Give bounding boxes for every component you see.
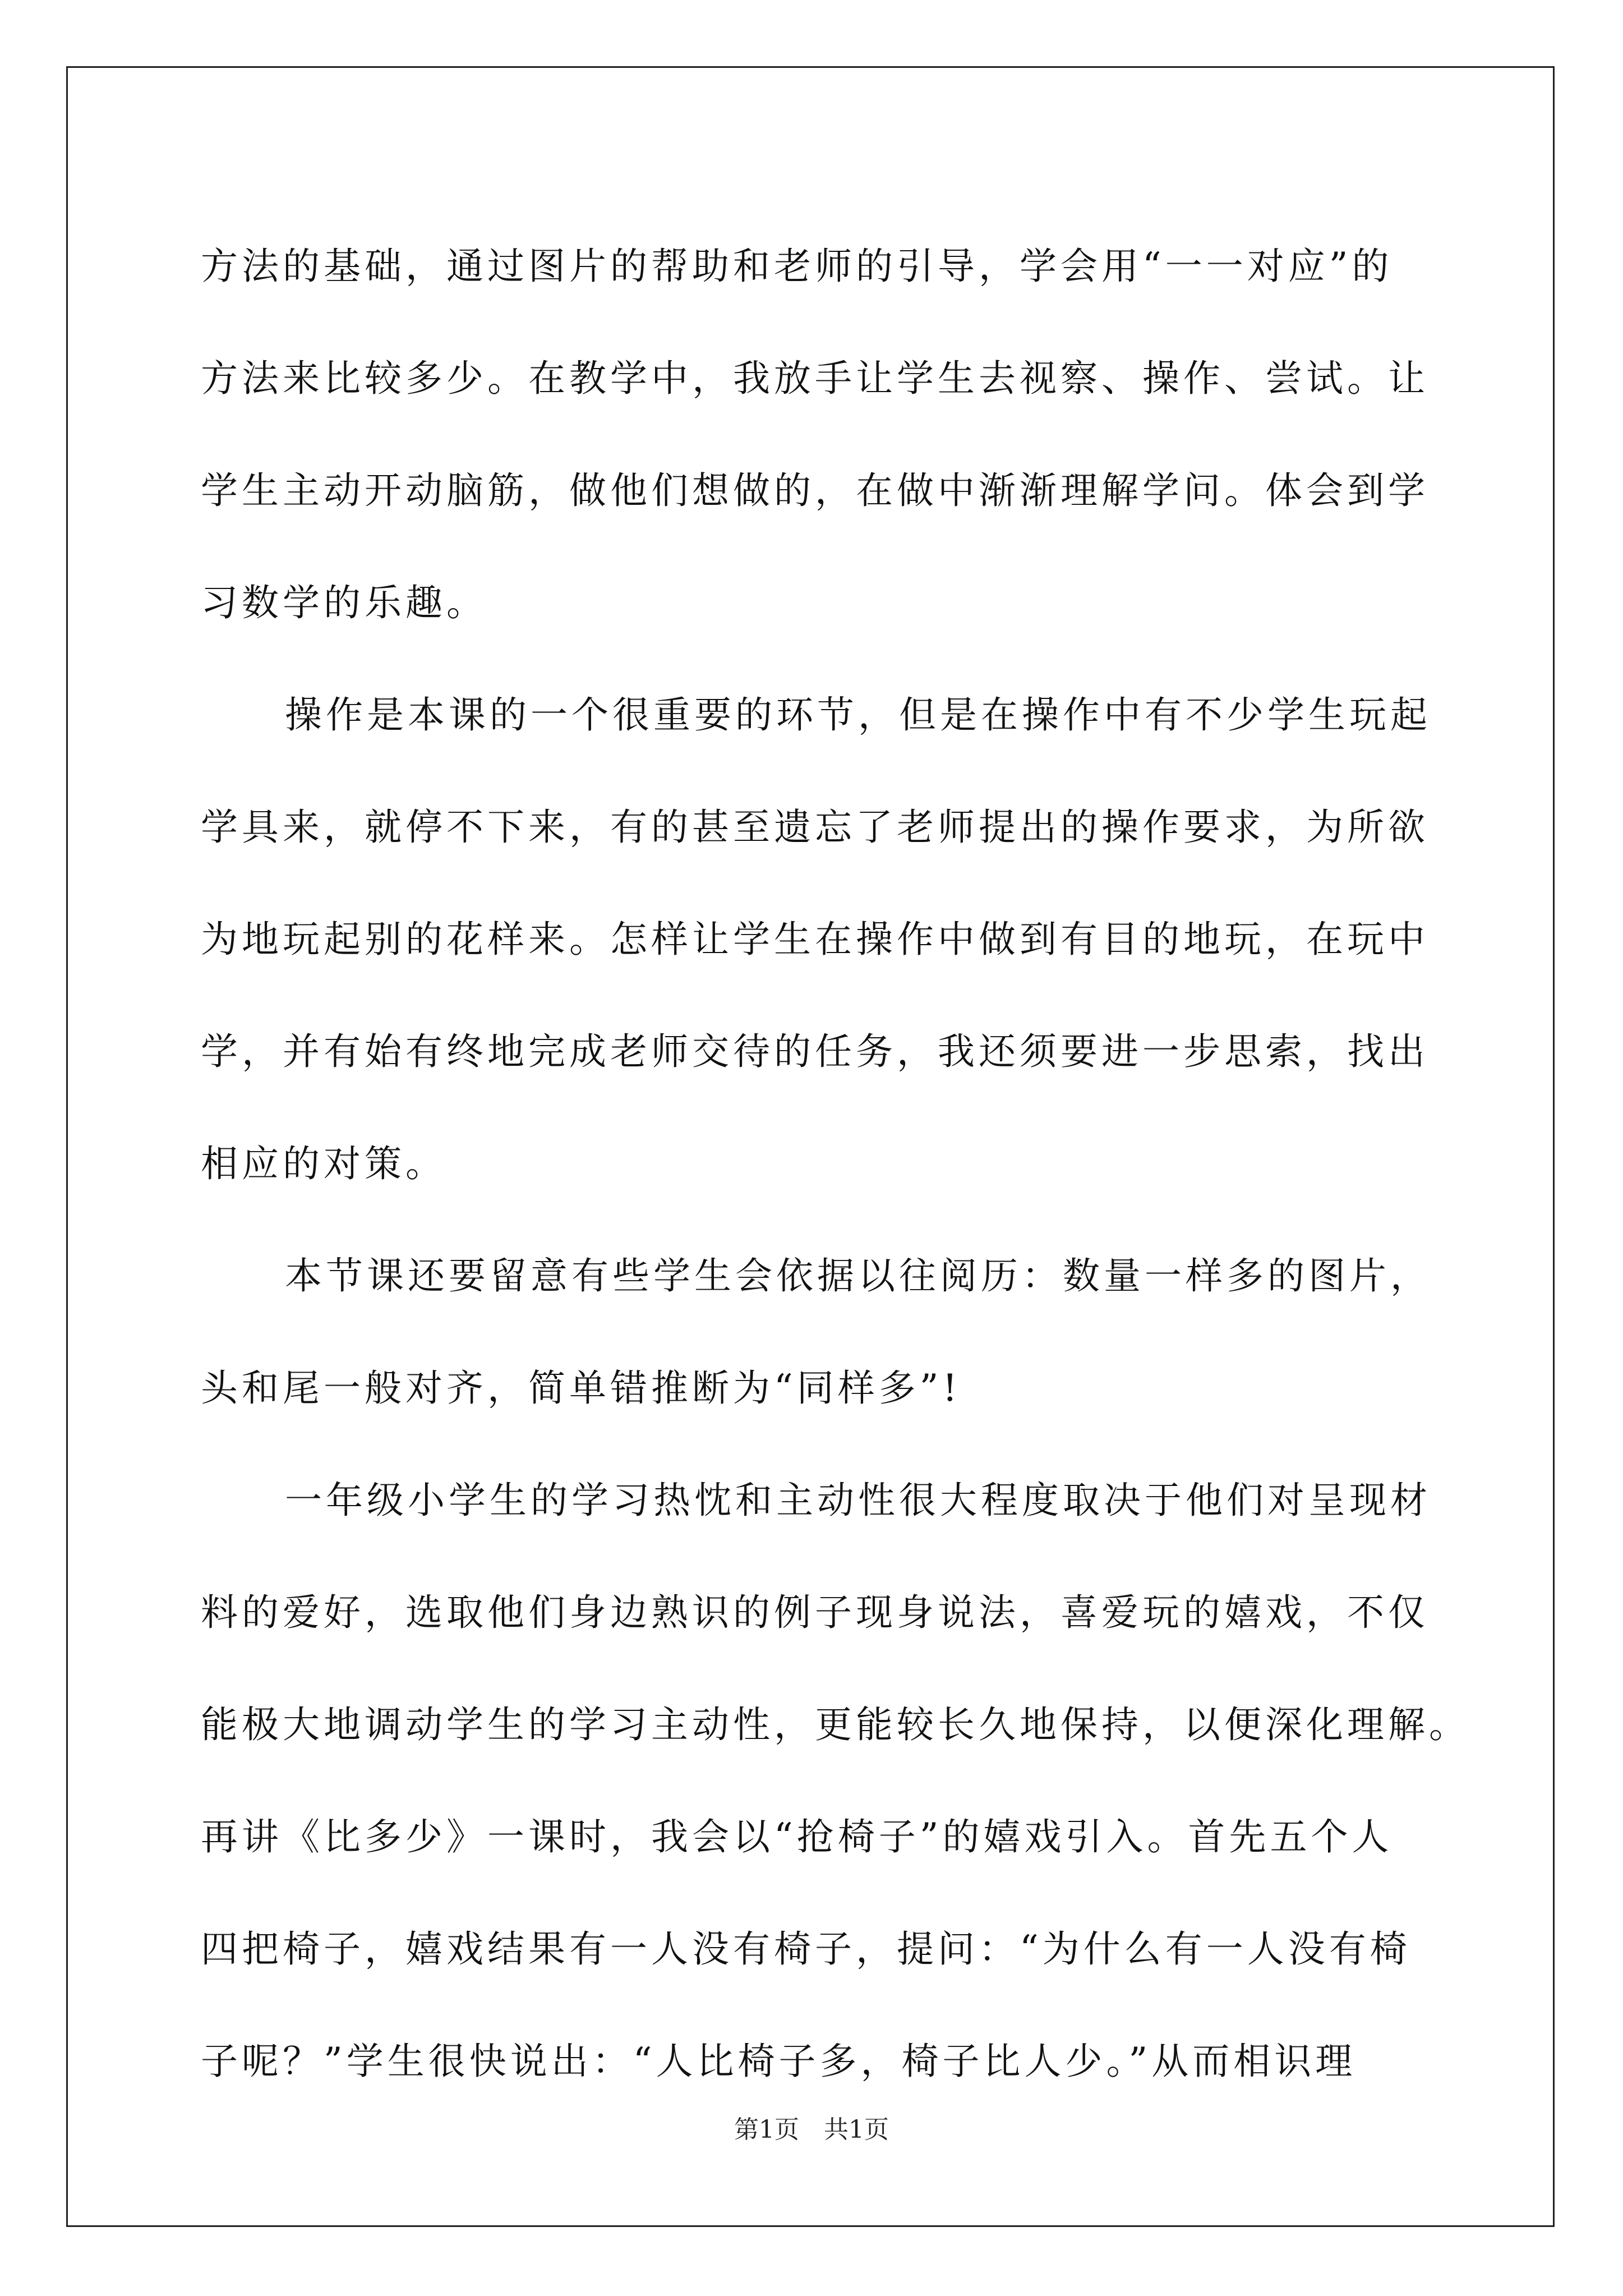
text-line: 能极大地调动学生的学习主动性，更能较长久地保持，以便深化理解。	[201, 1703, 1470, 1746]
text-line: 相应的对策。	[201, 1142, 446, 1185]
text-line: 操作是本课的一个很重要的环节，但是在操作中有不少学生玩起	[285, 693, 1431, 737]
page-footer	[0, 2109, 1623, 2145]
document-body	[201, 210, 1470, 2118]
text-line: 一年级小学生的学习热忱和主动性很大程度取决于他们对呈现材	[285, 1479, 1431, 1522]
text-line: 学生主动开动脑筋，做他们想做的，在做中渐渐理解学问。体会到学	[201, 469, 1429, 512]
text-line: 学具来，就停不下来，有的甚至遗忘了老师提出的操作要求，为所欲	[201, 806, 1429, 849]
text-line: 学，并有始有终地完成老师交待的任务，我还须要进一步思索，找出	[201, 1030, 1429, 1073]
text-line: 方法来比较多少。在教学中，我放手让学生去视察、操作、尝试。让	[201, 357, 1429, 400]
text-line: 方法的基础，通过图片的帮助和老师的引导，学会用“一一对应”的	[201, 245, 1393, 288]
page-number-label: 第1页 共1页	[734, 2115, 889, 2144]
text-line: 为地玩起别的花样来。怎样让学生在操作中做到有目的地玩，在玩中	[201, 918, 1429, 961]
text-line: 头和尾一般对齐，简单错推断为“同样多”!	[201, 1366, 962, 1410]
text-line: 四把椅子，嬉戏结果有一人没有椅子，提问：“为什么有一人没有椅	[201, 1927, 1411, 1971]
text-line: 本节课还要留意有些学生会依据以往阅历：数量一样多的图片，	[285, 1254, 1431, 1297]
text-line: 习数学的乐趣。	[201, 581, 487, 624]
text-line: 子呢？”学生很快说出：“人比椅子多，椅子比人少。”从而相识理	[201, 2040, 1357, 2083]
text-line: 再讲《比多少》一课时，我会以“抢椅子”的嬉戏引入。首先五个人	[201, 1815, 1393, 1858]
text-line: 料的爱好，选取他们身边熟识的例子现身说法，喜爱玩的嬉戏，不仅	[201, 1591, 1429, 1634]
